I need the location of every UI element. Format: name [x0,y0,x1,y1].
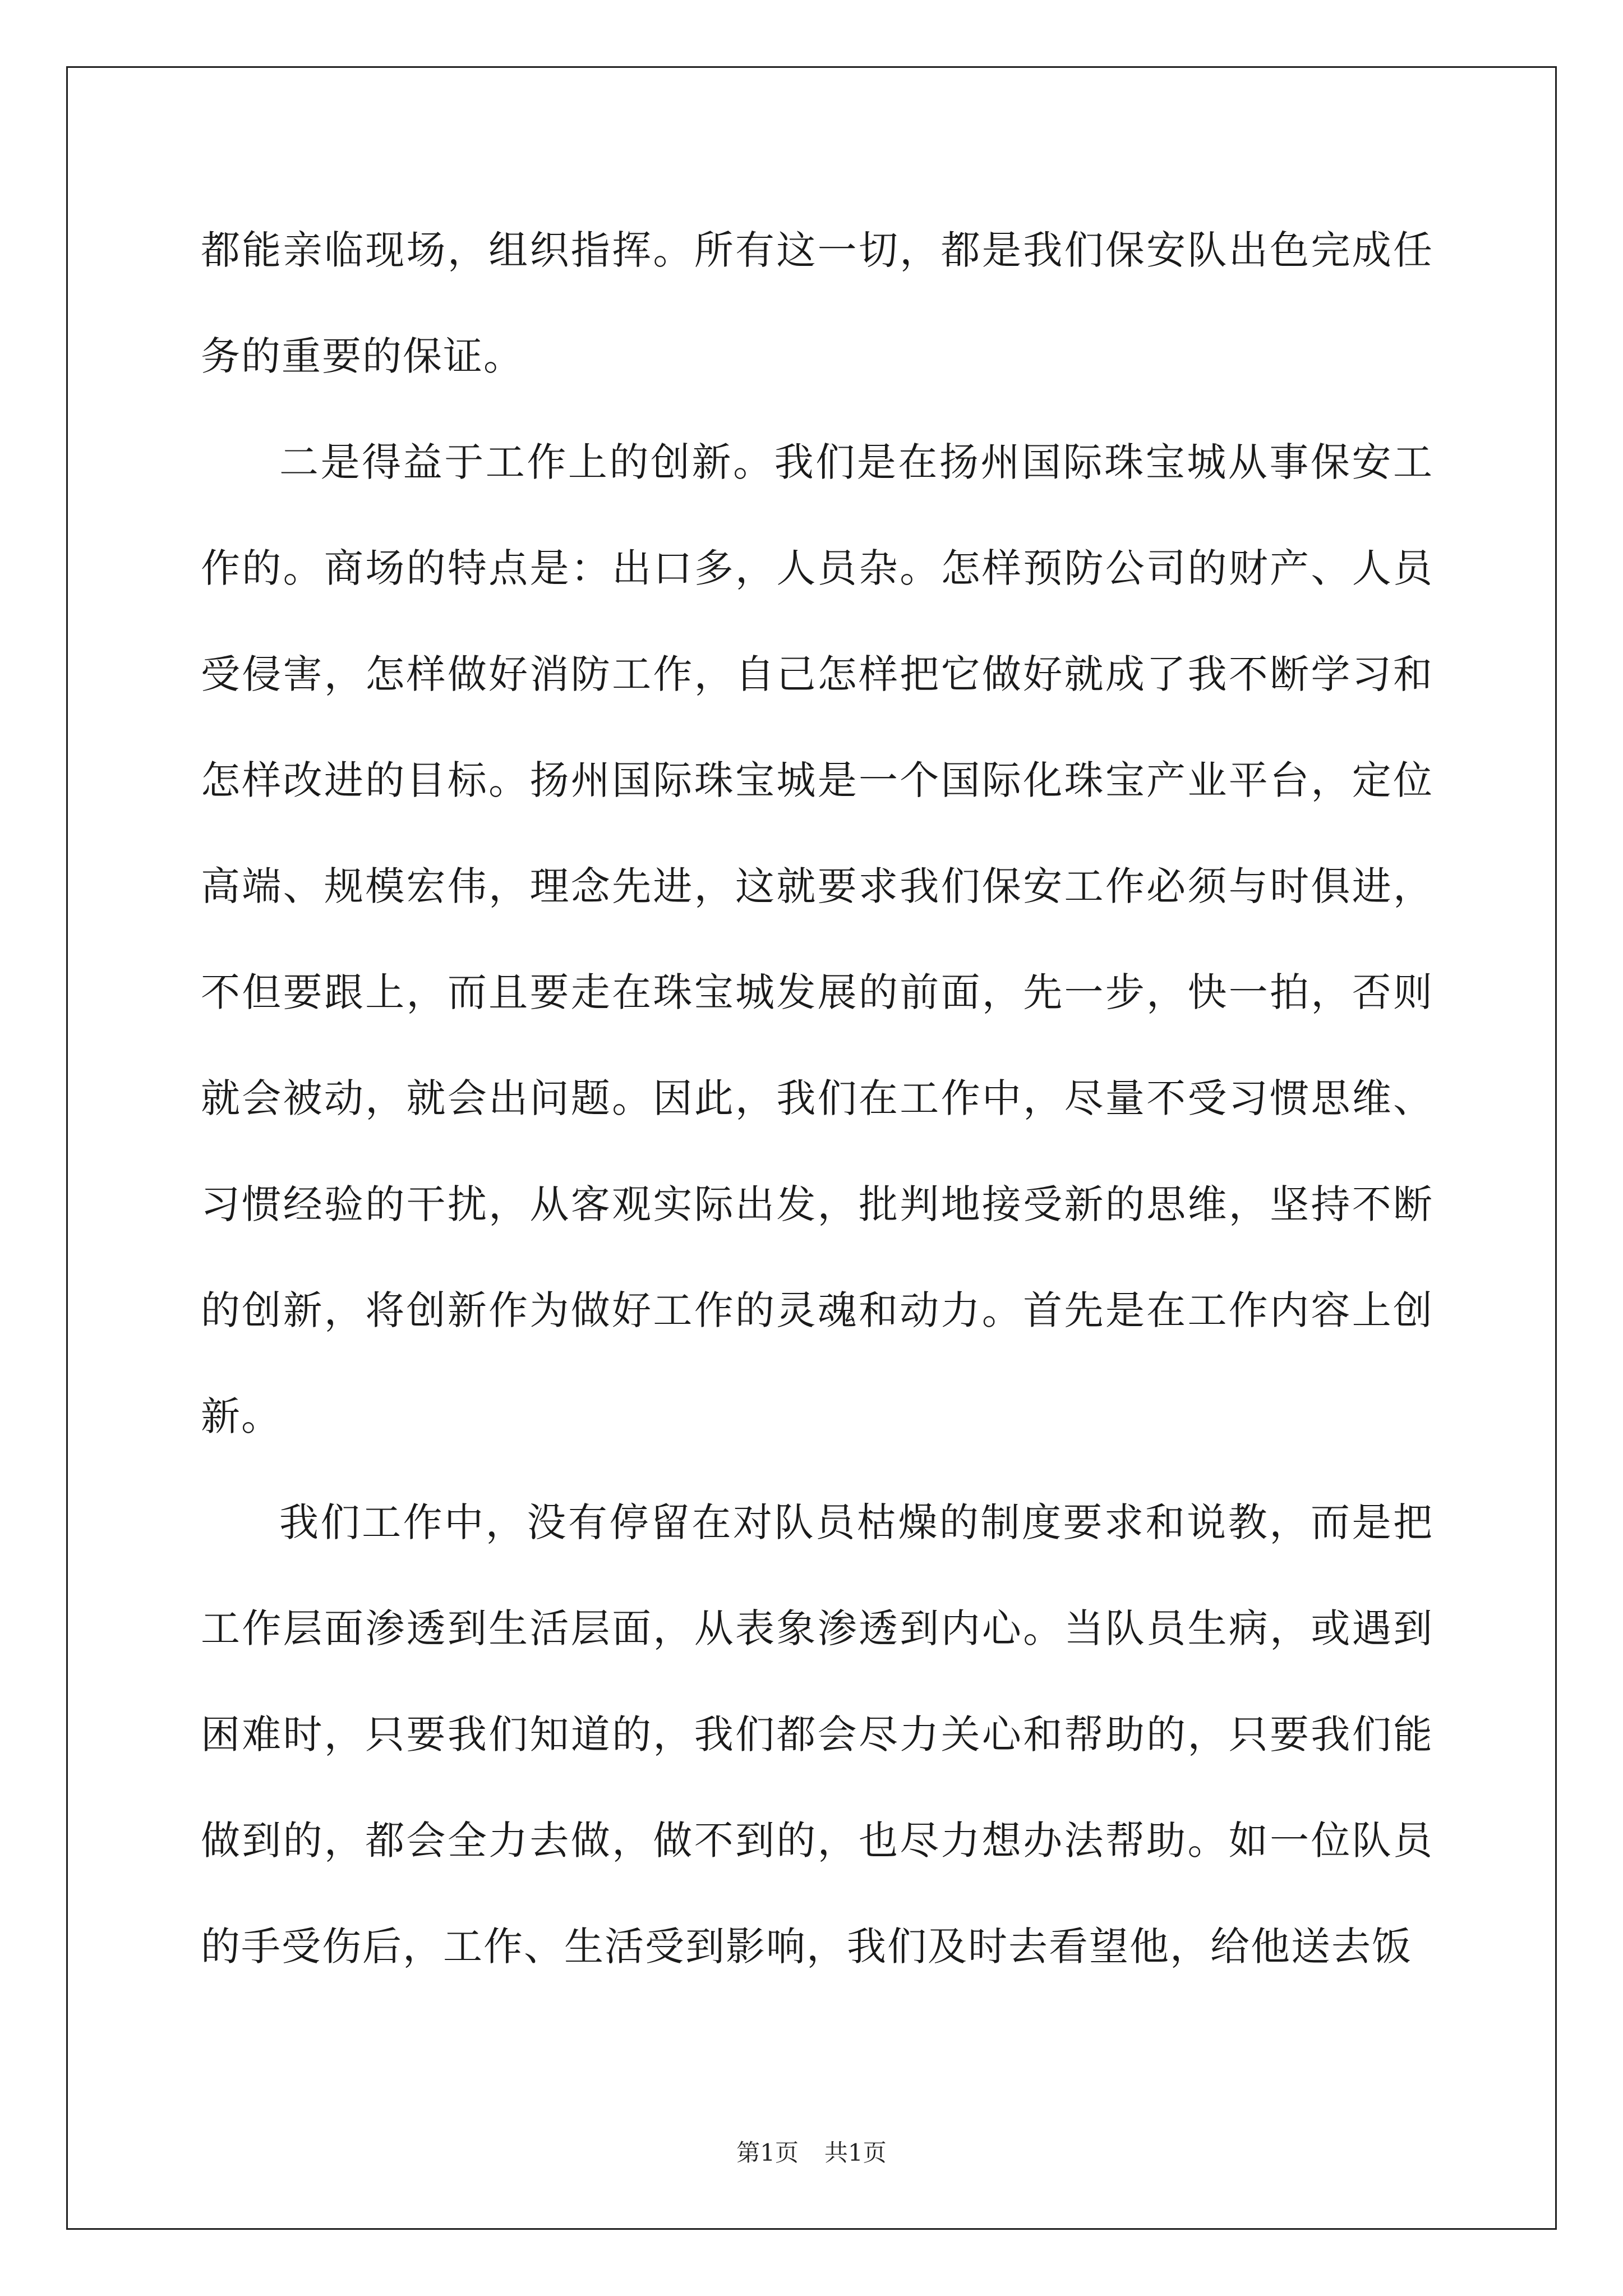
paragraph-innovation: 二是得益于工作上的创新。我们是在扬州国际珠宝城从事保安工作的。商场的特点是：出口多，人员杂。怎样预防公司的财产、人员受侵害，怎样做好消防工作，自己怎样把它做好就成了我不断学习和怎样改进的目标。扬州国际珠宝城是一个国际化珠宝产业平台，定位高端、规模宏伟，理念先进，这就要求我们保安工作必须与时俱进，不但要跟上，而且要走在珠宝城发展的前面，先一步，快一拍，否则就会被动，就会出问题。因此，我们在工作中，尽量不受习惯思维、习惯经验的干扰，从客观实际出发，批判地接受新的思维，坚持不断的创新，将创新作为做好工作的灵魂和动力。首先是在工作内容上创新。 [201,439,1433,1439]
document-body [201,197,1433,2000]
page-footer [0,2137,1623,2169]
page-total: 共1页 [824,2139,887,2166]
paragraph-continuation: 都能亲临现场，组织指挥。所有这一切，都是我们保安队出色完成任务的重要的保证。 [201,227,1433,379]
page-number: 第1页 [736,2139,799,2166]
paragraph-team-care: 我们工作中，没有停留在对队员枯燥的制度要求和说教，而是把工作层面渗透到生活层面，从表象渗透到内心。当队员生病，或遇到困难时，只要我们知道的，我们都会尽力关心和帮助的，只要我们能做到的，都会全力去做，做不到的，也尽力想办法帮助。如一位队员的手受伤后，工作、生活受到影响，我们及时去看望他，给他送去饭 [201,1499,1433,1970]
